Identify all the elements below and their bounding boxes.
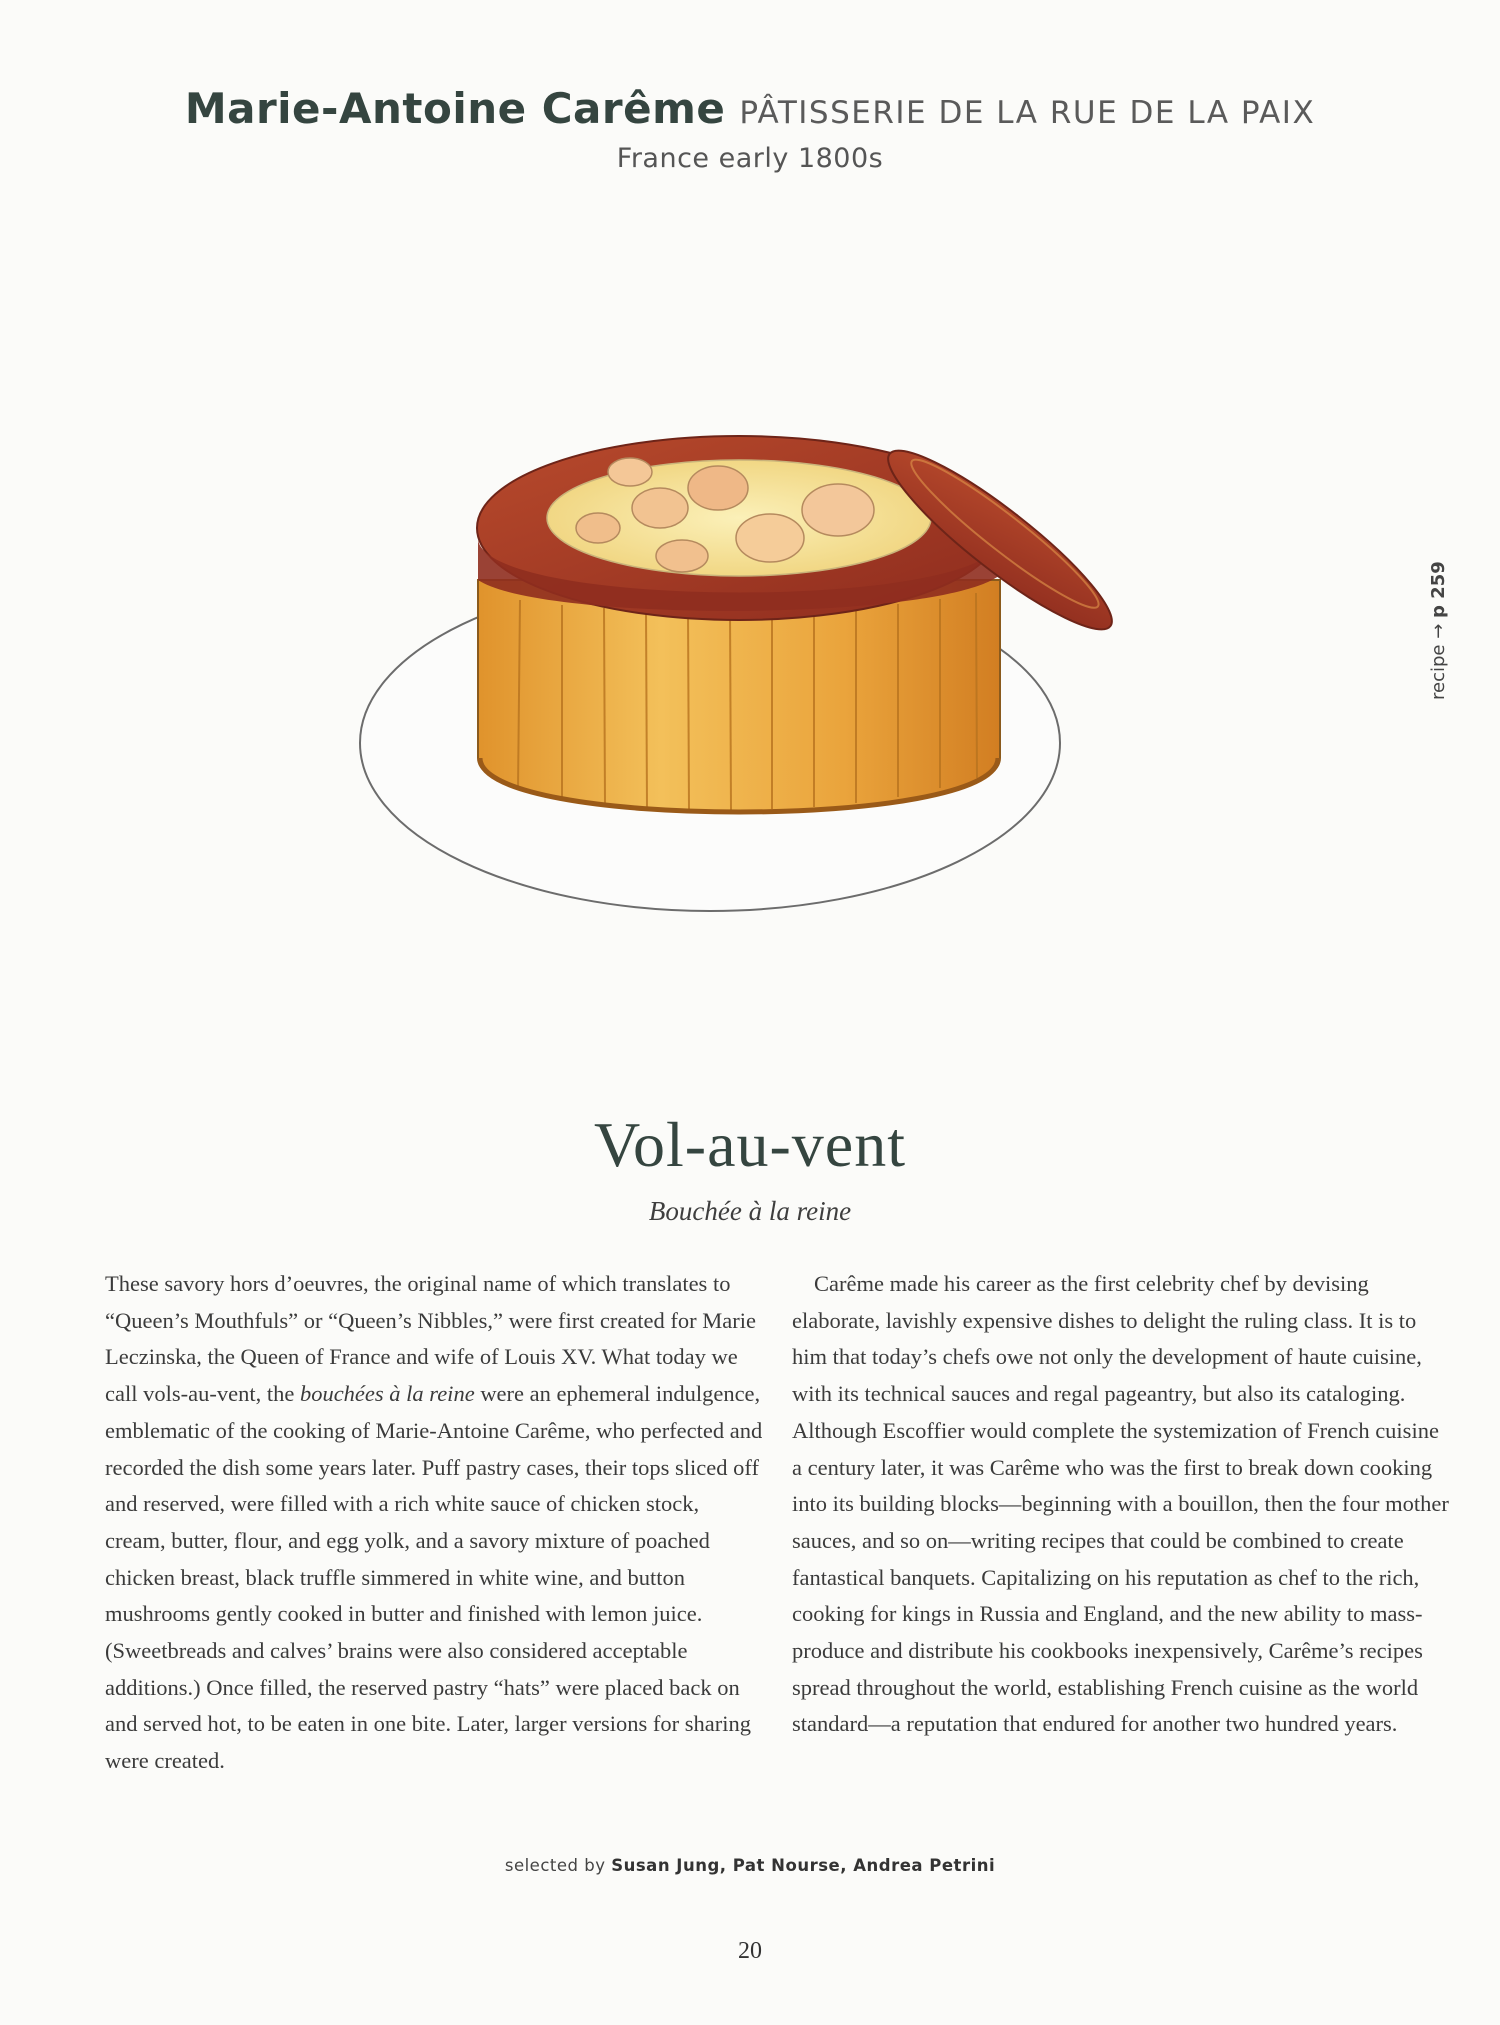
header-line — [0, 84, 1500, 133]
establishment-name: PÂTISSERIE DE LA RUE DE LA PAIX — [739, 95, 1316, 131]
body-column-right — [792, 1266, 1452, 1743]
page-header — [0, 84, 1500, 174]
right-text: Carême made his career as the first celebrity chef by devising elaborate, lavishly expensive dishes to delight the ruling class. It is to him that today’s chefs owe not only the development of haute cuisine, with its technical sauces and regal pageantry, but also its cataloging. Although Escoffier would complete the systemization of French cuisine a century later, it was Carême who was the first to break down cooking into its building blocks—beginning with a bouillon, then the four mother sauces, and so on—writing recipes that could be combined to create fantastical banquets. Capitalizing on his reputation as chef to the rich, cooking for kings in Russia and England, and the new ability to mass-produce and distribute his cookbooks inexpensively, Carême’s recipes spread throughout the world, establishing French cuisine as the world standard—a reputation that endured for another two hundred years. — [792, 1271, 1449, 1737]
credits-names: Susan Jung, Pat Nourse, Andrea Petrini — [611, 1856, 996, 1875]
recipe-page-reference — [1428, 561, 1449, 700]
recipe-reference-page: p 259 — [1428, 561, 1449, 618]
left-text-part-2: were an ephemeral indulgence, emblematic of the cooking of Marie-Antoine Carême, who perfected and recorded the dish some years later. Puff pastry cases, their tops sliced off and reserved, were filled with a rich white sauce of chicken stock, cream, butter, flour, and egg yolk, and a savory mixture of poached chicken breast, black truffle simmered in white wine, and button mushrooms gently cooked in butter and finished with lemon juice. (Sweetbreads and calves’ brains were also considered acceptable additions.) Once filled, the reserved pastry “hats” were placed back on and served hot, to be eaten in one bite. Later, larger versions for sharing were created. — [105, 1381, 763, 1774]
credits-line — [0, 1856, 1500, 1875]
page-number: 20 — [738, 1938, 762, 1964]
left-text-part-1: These savory hors d’oeuvres, the original name of which translates to “Queen’s Mouthfuls” or “Queen’s Nibbles,” were first created for Marie Leczinska, the Queen of France and wife of Louis XV. What today we call vols-au-vent, the — [105, 1271, 757, 1407]
body-column-left — [105, 1266, 765, 1780]
origin-era: France early 1800s — [616, 143, 884, 174]
dish-subtitle: Bouchée à la reine — [648, 1196, 852, 1226]
left-text-italic: bouchées à la reine — [299, 1381, 475, 1407]
credits-prefix: selected by — [504, 1856, 606, 1875]
recipe-reference-label: recipe → — [1428, 623, 1449, 700]
chef-name: Marie-Antoine Carême — [184, 84, 726, 133]
dish-title: Vol-au-vent — [594, 1109, 906, 1180]
vol-au-vent-illustration — [300, 360, 1230, 960]
